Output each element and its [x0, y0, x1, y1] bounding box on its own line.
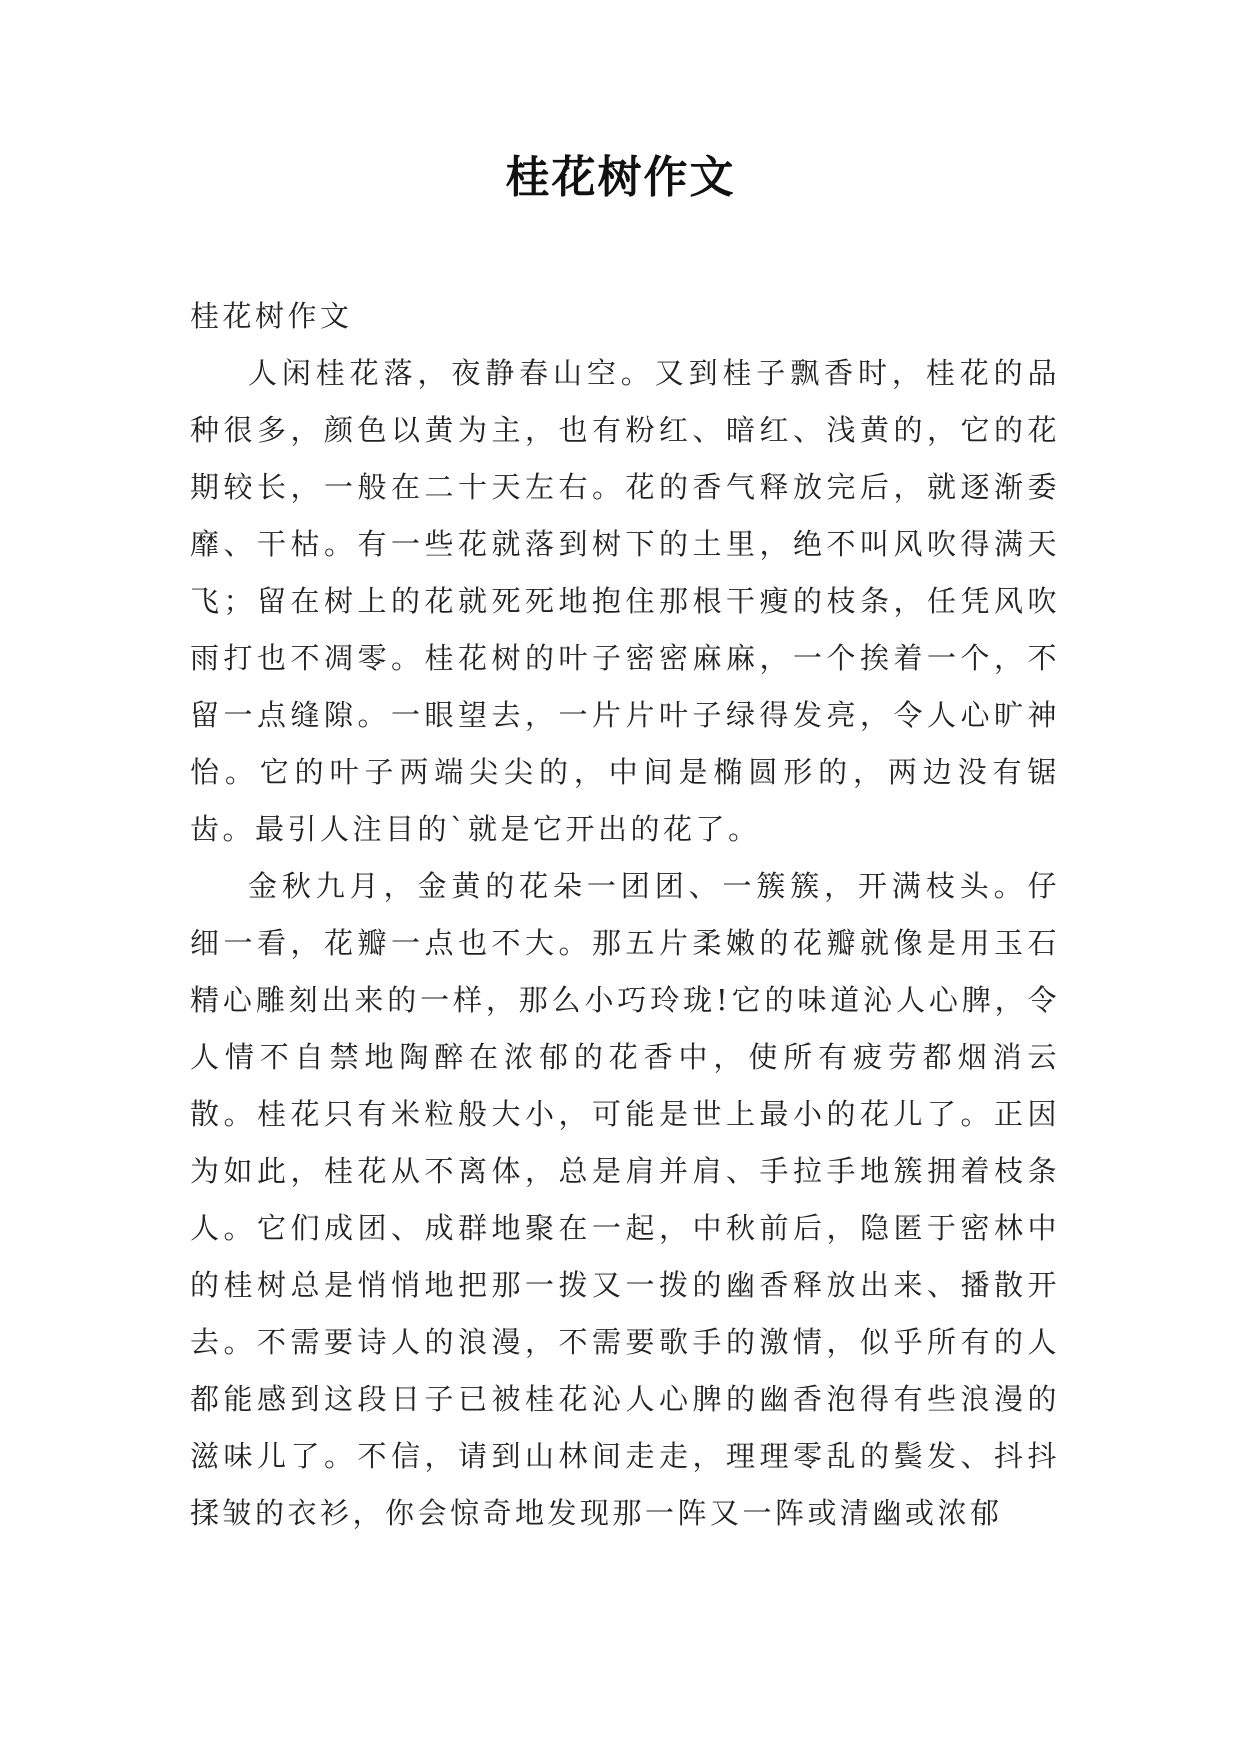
document-title: 桂花树作文	[505, 152, 736, 203]
body-paragraph-1: 人闲桂花落，夜静春山空。又到桂子飘香时，桂花的品种很多，颜色以黄为主，也有粉红、暗红、浅黄的，它的花期较长，一般在二十天左右。花的香气释放完后，就逐渐委靡、干枯。有一些花就落到树下的土里，绝不叫风吹得满天飞；留在树上的花就死死地抱住那根干瘦的枝条，任凭风吹雨打也不凋零。桂花树的叶子密密麻麻，一个挨着一个，不留一点缝隙。一眼望去，一片片叶子绿得发亮，令人心旷神怡。它的叶子两端尖尖的，中间是椭圆形的，两边没有锯齿。最引人注目的`就是它开出的花了。	[190, 356, 1060, 846]
body-paragraph-2: 金秋九月，金黄的花朵一团团、一簇簇，开满枝头。仔细一看，花瓣一点也不大。那五片柔嫩的花瓣就像是用玉石精心雕刻出来的一样，那么小巧玲珑!它的味道沁人心脾，令人情不自禁地陶醉在浓郁的花香中，使所有疲劳都烟消云散。桂花只有米粒般大小，可能是世上最小的花儿了。正因为如此，桂花从不离体，总是肩并肩、手拉手地簇拥着枝条人。它们成团、成群地聚在一起，中秋前后，隐匿于密林中的桂树总是悄悄地把那一拨又一拨的幽香释放出来、播散开去。不需要诗人的浪漫，不需要歌手的激情，似乎所有的人都能感到这段日子已被桂花沁人心脾的幽香泡得有些浪漫的滋味儿了。不信，请到山林间走走，理理零乱的鬓发、抖抖揉皱的衣衫，你会惊奇地发现那一阵又一阵或清幽或浓郁	[190, 869, 1060, 1530]
document-subtitle: 桂花树作文	[190, 299, 353, 333]
document-body	[190, 288, 1060, 1542]
